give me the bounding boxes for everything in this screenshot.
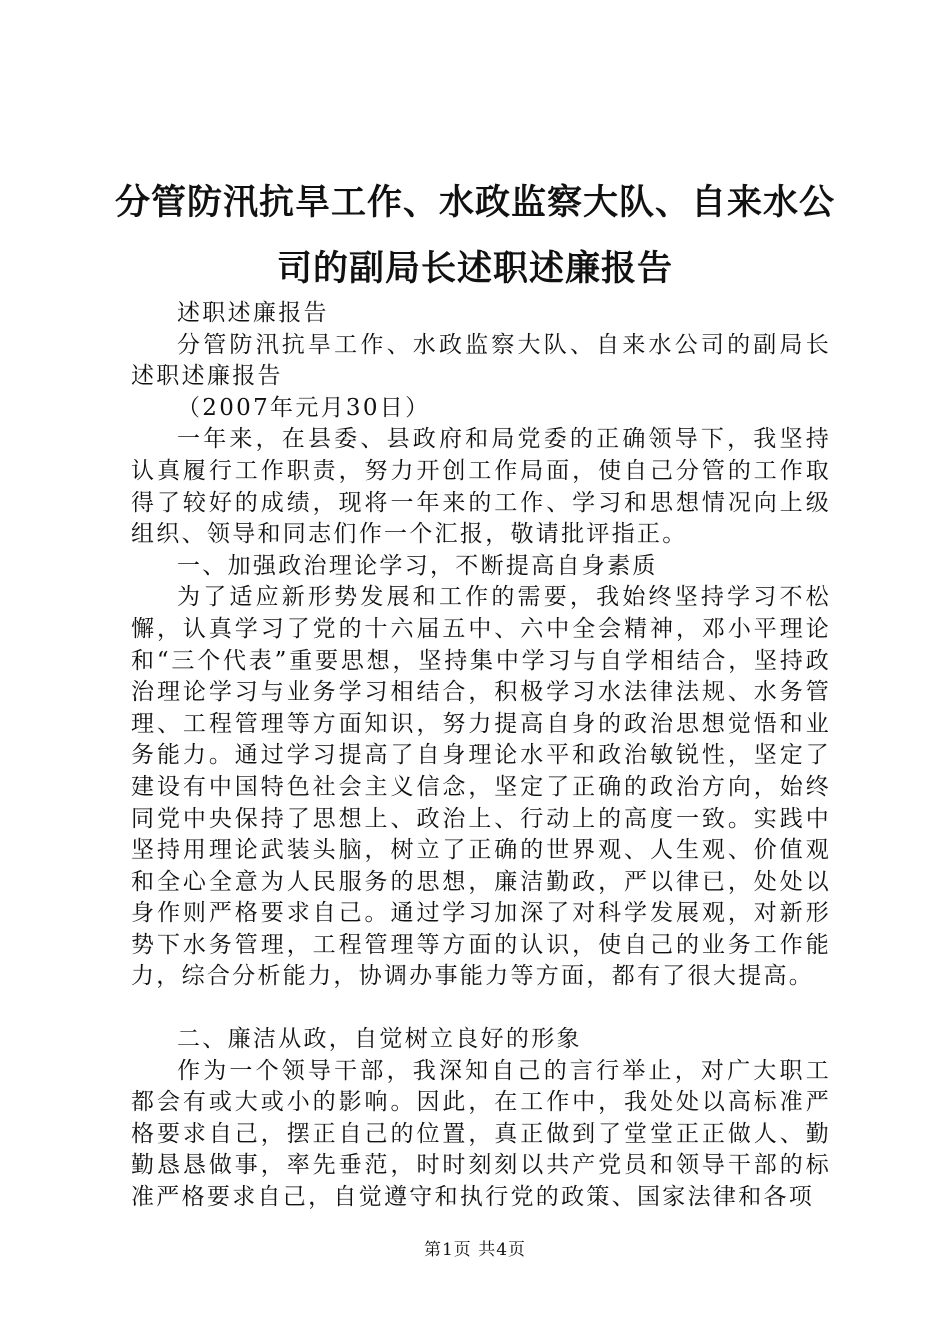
- paragraph-subtitle: 分管防汛抗旱工作、水政监察大队、自来水公司的副局长述职述廉报告: [131, 331, 831, 390]
- paragraph-section-1: 为了适应新形势发展和工作的需要，我始终坚持学习不松懈，认真学习了党的十六届五中、六中全会精神，邓小平理论和“三个代表”重要思想，坚持集中学习与自学相结合，坚持政治理论学习与业务学习相结合，积极学习水法律法规、水务管理、工程管理等方面知识，努力提高自身的政治思想觉悟和业务能力。通过学习提高了自身理论水平和政治敏锐性，坚定了建设有中国特色社会主义信念，坚定了正确的政治方向，始终同党中央保持了思想上、政治上、行动上的高度一致。实践中坚持用理论武装头脑，树立了正确的世界观、人生观、价值观和全心全意为人民服务的思想，廉洁勤政，严以律已，处处以身作则严格要求自己。通过学习加深了对科学发展观，对新形势下水务管理，工程管理等方面的认识，使自己的业务工作能力，综合分析能力，协调办事能力等方面，都有了很大提高。: [131, 584, 831, 990]
- page-number: 第1页 共4页: [423, 1240, 527, 1260]
- paragraph-date: （2007年元月30日）: [177, 394, 431, 421]
- paragraph-heading: 述职述廉报告: [177, 300, 329, 326]
- document-title: 分管防汛抗旱工作、水政监察大队、自来水公司的副局长述职述廉报告: [114, 182, 835, 289]
- section-heading-1: 一、加强政治理论学习，不断提高自身素质: [177, 552, 658, 579]
- paragraph-section-2: 作为一个领导干部，我深知自己的言行举止，对广大职工都会有或大或小的影响。因此，在工作中，我处处以高标准严格要求自己，摆正自己的位置，真正做到了堂堂正正做人、勤勤恳恳做事，率先垂范，时时刻刻以共产党员和领导干部的标准严格要求自己，自觉遵守和执行党的政策、国家法律和各项: [131, 1057, 831, 1211]
- paragraph-intro: 一年来，在县委、县政府和局党委的正确领导下，我坚持认真履行工作职责，努力开创工作局面，使自己分管的工作取得了较好的成绩，现将一年来的工作、学习和思想情况向上级组织、领导和同志们作一个汇报，敬请批评指正。: [131, 426, 831, 548]
- document-body: [131, 298, 831, 1214]
- section-heading-2: 二、廉洁从政，自觉树立良好的形象: [177, 1026, 582, 1053]
